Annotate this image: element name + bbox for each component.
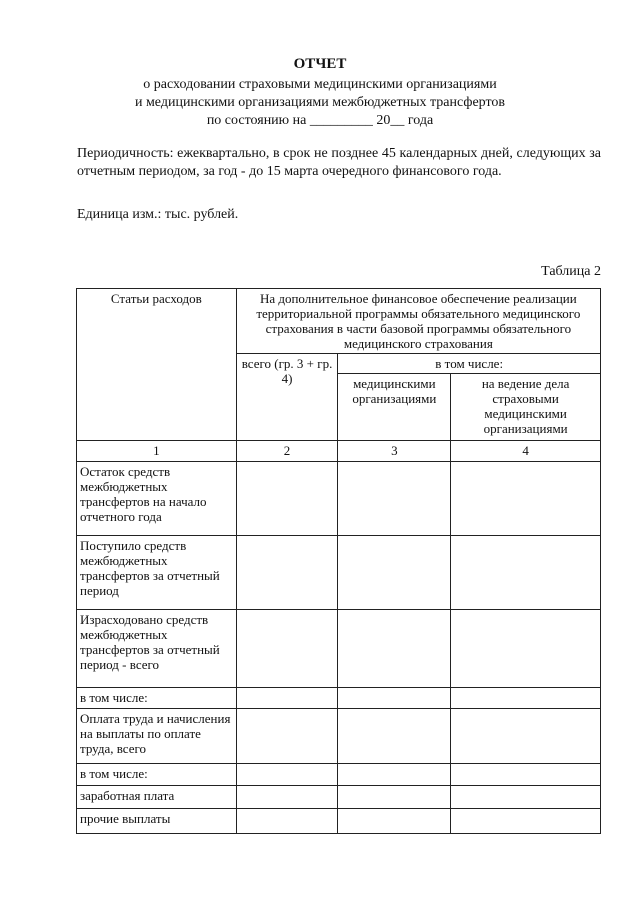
cell-insurance[interactable] (451, 809, 601, 834)
cell-insurance[interactable] (451, 786, 601, 809)
column-number-3: 3 (338, 441, 451, 462)
report-title: ОТЧЕТ (293, 56, 347, 72)
table-row (77, 462, 601, 536)
cell-medical[interactable] (338, 786, 451, 809)
cell-medical[interactable] (338, 709, 451, 764)
table-row (77, 610, 601, 688)
table-row (77, 536, 601, 610)
row-label-opening-balance: Остаток средств межбюджетных трансфертов на начало отчетного года (77, 462, 237, 536)
cell-total[interactable] (236, 709, 338, 764)
row-label-other-payments: прочие выплаты (77, 809, 237, 834)
table-row (77, 809, 601, 834)
cell-total[interactable] (236, 688, 338, 709)
report-subtitle-line1: о расходовании страховыми медицинскими организациями (143, 77, 497, 92)
cell-insurance[interactable] (451, 688, 601, 709)
cell-total[interactable] (236, 809, 338, 834)
row-label-received: Поступило средств межбюджетных трансфертов за отчетный период (77, 536, 237, 610)
row-label-including-1: в том числе: (77, 688, 237, 709)
row-label-labor-payment: Оплата труда и начисления на выплаты по оплате труда, всего (77, 709, 237, 764)
column-number-1: 1 (77, 441, 237, 462)
table-row (77, 709, 601, 764)
header-expense-items: Статьи расходов (77, 289, 237, 441)
row-label-spent-total: Израсходовано средств межбюджетных трансфертов за отчетный период - всего (77, 610, 237, 688)
cell-total[interactable] (236, 764, 338, 786)
report-subtitle-line2: и медицинскими организациями межбюджетных трансфертов (134, 95, 506, 110)
cell-medical[interactable] (338, 688, 451, 709)
table-number-label: Таблица 2 (541, 264, 601, 279)
cell-insurance[interactable] (451, 709, 601, 764)
units-text: Единица изм.: тыс. рублей. (77, 207, 239, 222)
row-label-salary: заработная плата (77, 786, 237, 809)
cell-insurance[interactable] (451, 462, 601, 536)
report-table (76, 288, 601, 834)
cell-medical[interactable] (338, 462, 451, 536)
table-row (77, 786, 601, 809)
cell-medical[interactable] (338, 536, 451, 610)
cell-total[interactable] (236, 610, 338, 688)
cell-total[interactable] (236, 786, 338, 809)
column-number-4: 4 (451, 441, 601, 462)
table-row (77, 764, 601, 786)
report-date-line: по состоянию на _________ 20__ года (206, 113, 434, 128)
header-total: всего (гр. 3 + гр. 4) (236, 354, 338, 441)
column-number-2: 2 (236, 441, 338, 462)
cell-medical[interactable] (338, 764, 451, 786)
header-medical-organizations: медицинскими организациями (338, 374, 451, 441)
cell-insurance[interactable] (451, 764, 601, 786)
table-row (77, 688, 601, 709)
row-label-including-2: в том числе: (77, 764, 237, 786)
cell-total[interactable] (236, 536, 338, 610)
cell-total[interactable] (236, 462, 338, 536)
periodicity-text: Периодичность: ежеквартально, в срок не позднее 45 календарных дней, следующих за отчетным периодом, за год - до 15 марта очередного финансового года. (77, 146, 601, 179)
header-insurance-organizations: на ведение дела страховыми медицинскими организациями (451, 374, 601, 441)
cell-insurance[interactable] (451, 610, 601, 688)
cell-medical[interactable] (338, 809, 451, 834)
cell-medical[interactable] (338, 610, 451, 688)
cell-insurance[interactable] (451, 536, 601, 610)
header-additional-funding: На дополнительное финансовое обеспечение реализации территориальной программы обязательного медицинского страхования в части базовой программы обязательного медицинского страхования (236, 289, 600, 354)
header-including: в том числе: (338, 354, 601, 374)
